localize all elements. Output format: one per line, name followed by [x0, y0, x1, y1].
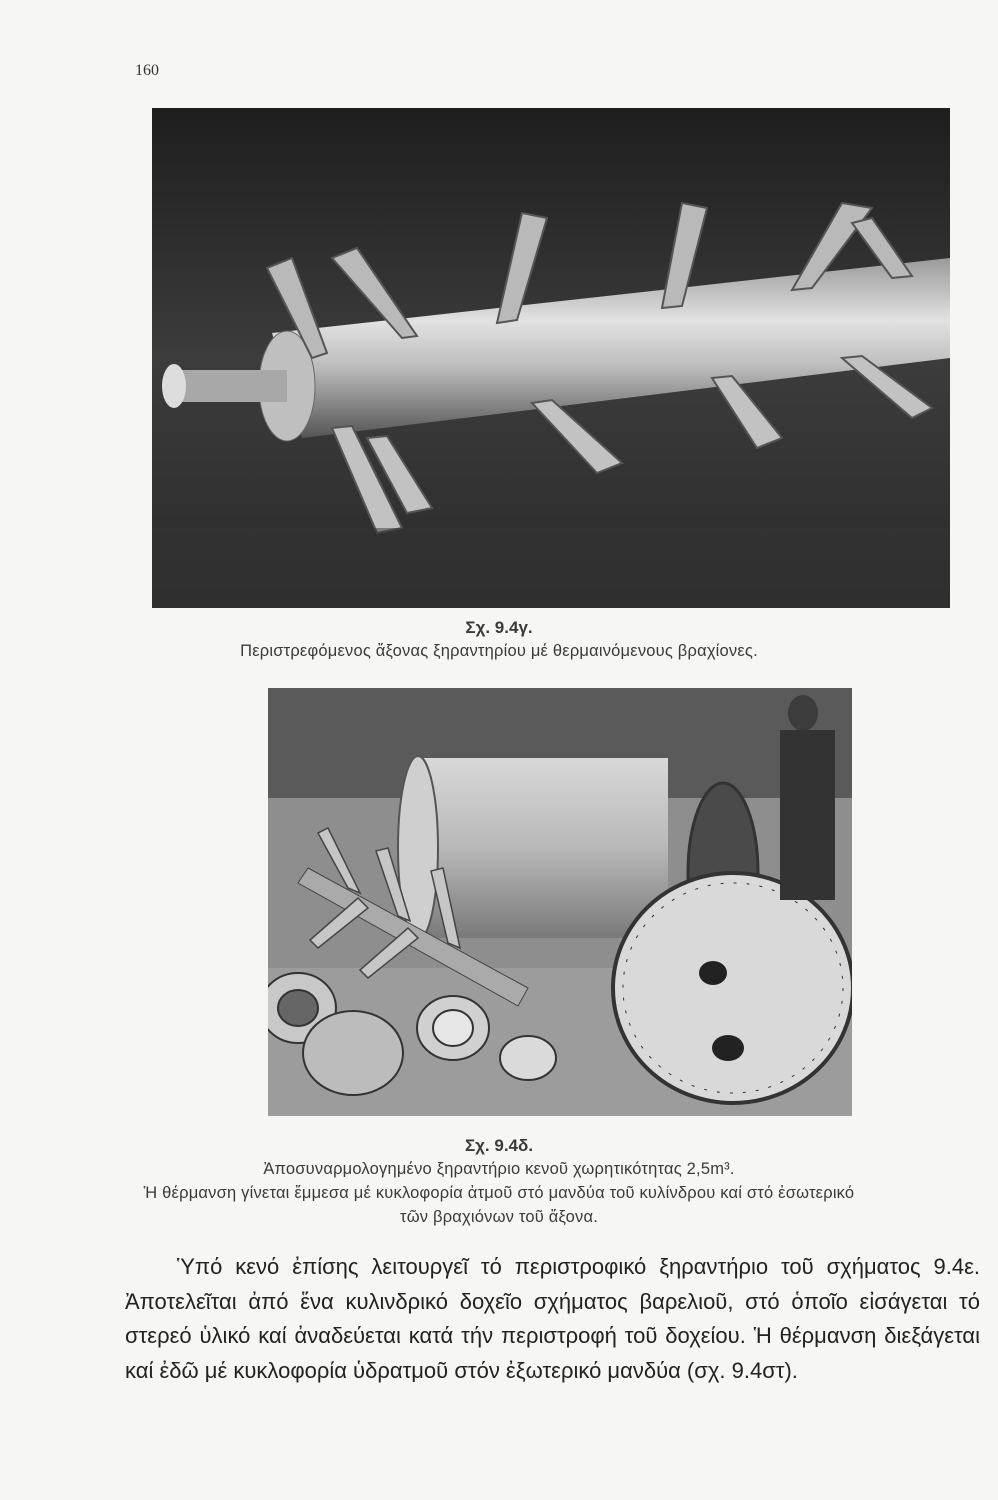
- body-paragraph: Ὑπό κενό ἐπίσης λειτουργεῖ τό περιστροφικό ξηραντήριο τοῦ σχήματος 9.4ε. Ἀποτελεῖται ἀπό ἕνα κυλινδρικό δοχεῖο σχήματος βαρελιοῦ, στό ὁποῖο εἰσάγεται τό στερεό ὑλικό καί ἀναδεύεται κατά τήν περιστροφή τοῦ δοχείου. Ἡ θέρμανση διεξάγεται καί ἐδῶ μέ κυκλοφορία ὑδρατμοῦ στόν ἐξωτερικό μανδύα (σχ. 9.4στ).: [125, 1254, 980, 1383]
- figure-2-label: Σχ. 9.4δ.: [464, 1136, 534, 1155]
- figure-1-caption: Περιστρεφόμενος ἄξονας ξηραντηρίου μέ θερμαινόμενους βραχίονες.: [240, 642, 758, 660]
- figure-2-caption-line-2: Ἡ θέρμανση γίνεται ἔμμεσα μέ κυκλοφορία ἀτμοῦ στό μανδύα τοῦ κυλίνδρου καί στό ἐσωτερικό: [143, 1184, 855, 1202]
- figure-2-caption-line-1: Ἀποσυναρμολογημένο ξηραντήριο κενοῦ χωρητικότητας 2,5m³.: [263, 1160, 735, 1178]
- figure-2-caption-line-3: τῶν βραχιόνων τοῦ ἄξονα.: [399, 1208, 599, 1226]
- figure-1-label: Σχ. 9.4γ.: [465, 618, 533, 637]
- figure-photo-disassembled-dryer: [268, 688, 852, 1116]
- figure-photo-rotating-shaft: [152, 108, 950, 608]
- body-text: [125, 1250, 980, 1388]
- page-number: 160: [135, 62, 159, 79]
